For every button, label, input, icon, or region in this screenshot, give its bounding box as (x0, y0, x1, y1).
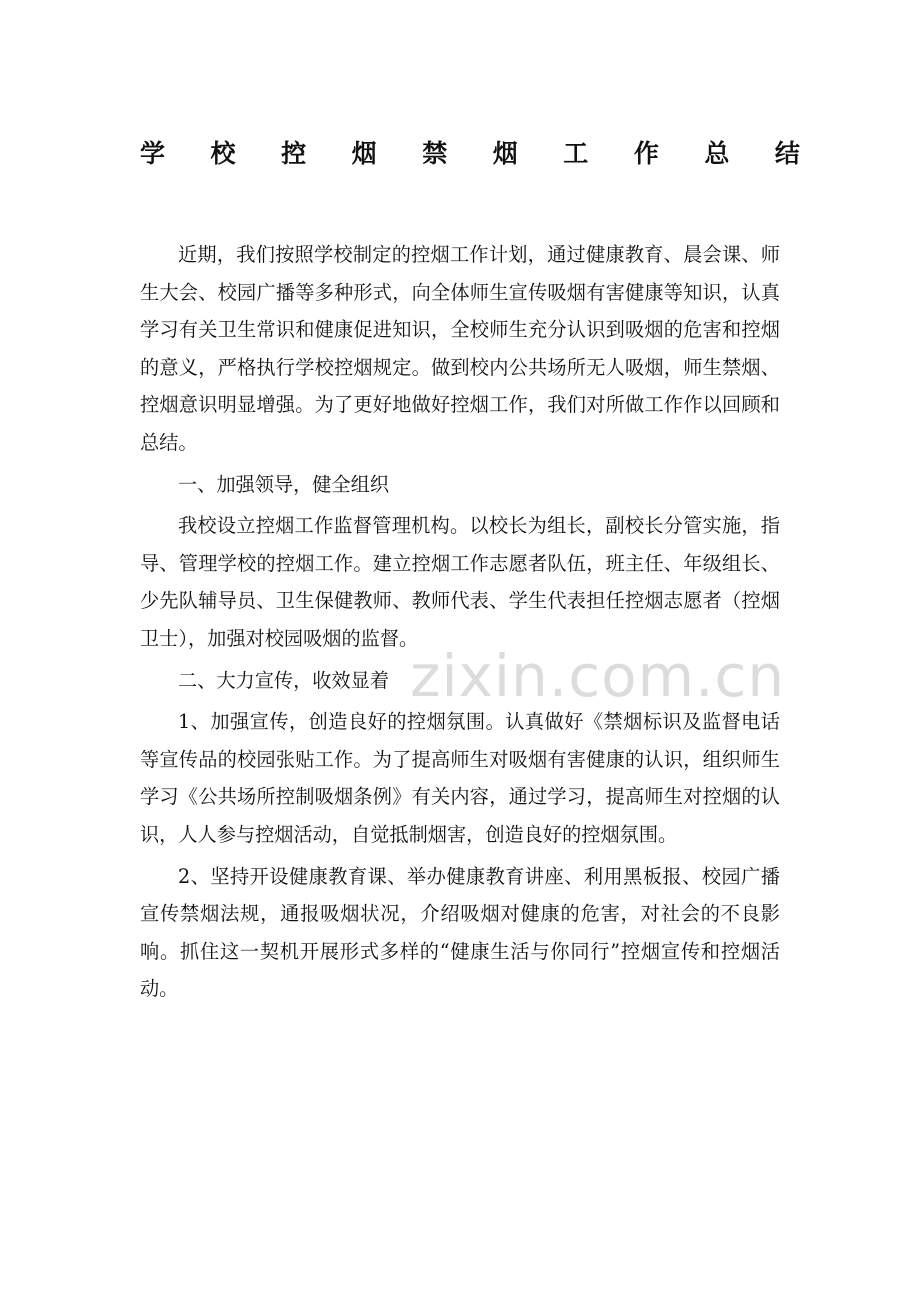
intro-paragraph: 近期，我们按照学校制定的控烟工作计划，通过健康教育、晨会课、师生大会、校园广播等多种形式，向全体师生宣传吸烟有害健康等知识，认真学习有关卫生常识和健康促进知识，全校师生充分认识到吸烟的危害和控烟的意义，严格执行学校控烟规定。做到校内公共场所无人吸烟，师生禁烟、控烟意识明显增强。为了更好地做好控烟工作，我们对所做工作作以回顾和总结。 (140, 243, 780, 454)
watermark-text: zixin.com.cn (410, 642, 786, 710)
document-title (140, 134, 800, 170)
title-char: 禁 (422, 139, 448, 168)
title-char: 学 (140, 139, 166, 168)
section-2-item-1: 1、加强宣传，创造良好的控烟氛围。认真做好《禁烟标识及监督电话等宣传品的校园张贴工作。为了提高师生对吸烟有害健康的认识，组织师生学习《公共场所控制吸烟条例》有关内容，通过学习，提高师生对控烟的认识，人人参与控烟活动，自觉抵制烟害，创造良好的控烟氛围。 (140, 710, 780, 846)
section-2-item-2: 2、坚持开设健康教育课、举办健康教育讲座、利用黑板报、校园广播宣传禁烟法规，通报吸烟状况，介绍吸烟对健康的危害，对社会的不良影响。抓住这一契机开展形式多样的“健康生活与你同行”控烟宣传和控烟活动。 (140, 864, 780, 1001)
title-char: 控 (281, 139, 307, 168)
title-char: 校 (210, 139, 236, 168)
title-char: 烟 (351, 139, 377, 168)
section-heading-2: 二、大力宣传，收效显着 (178, 668, 390, 692)
title-char: 作 (633, 139, 659, 168)
document-body (140, 236, 780, 1008)
title-char: 结 (774, 139, 800, 168)
section-1-paragraph: 我校设立控烟工作监督管理机构。以校长为组长，副校长分管实施，指导、管理学校的控烟工作。建立控烟工作志愿者队伍，班主任、年级组长、少先队辅导员、卫生保健教师、教师代表、学生代表担任控烟志愿者（控烟卫士），加强对校园吸烟的监督。 (140, 514, 780, 650)
title-char: 总 (704, 139, 730, 168)
title-char: 烟 (492, 139, 518, 168)
section-heading-1: 一、加强领导，健全组织 (178, 472, 390, 496)
title-char: 工 (563, 139, 589, 168)
